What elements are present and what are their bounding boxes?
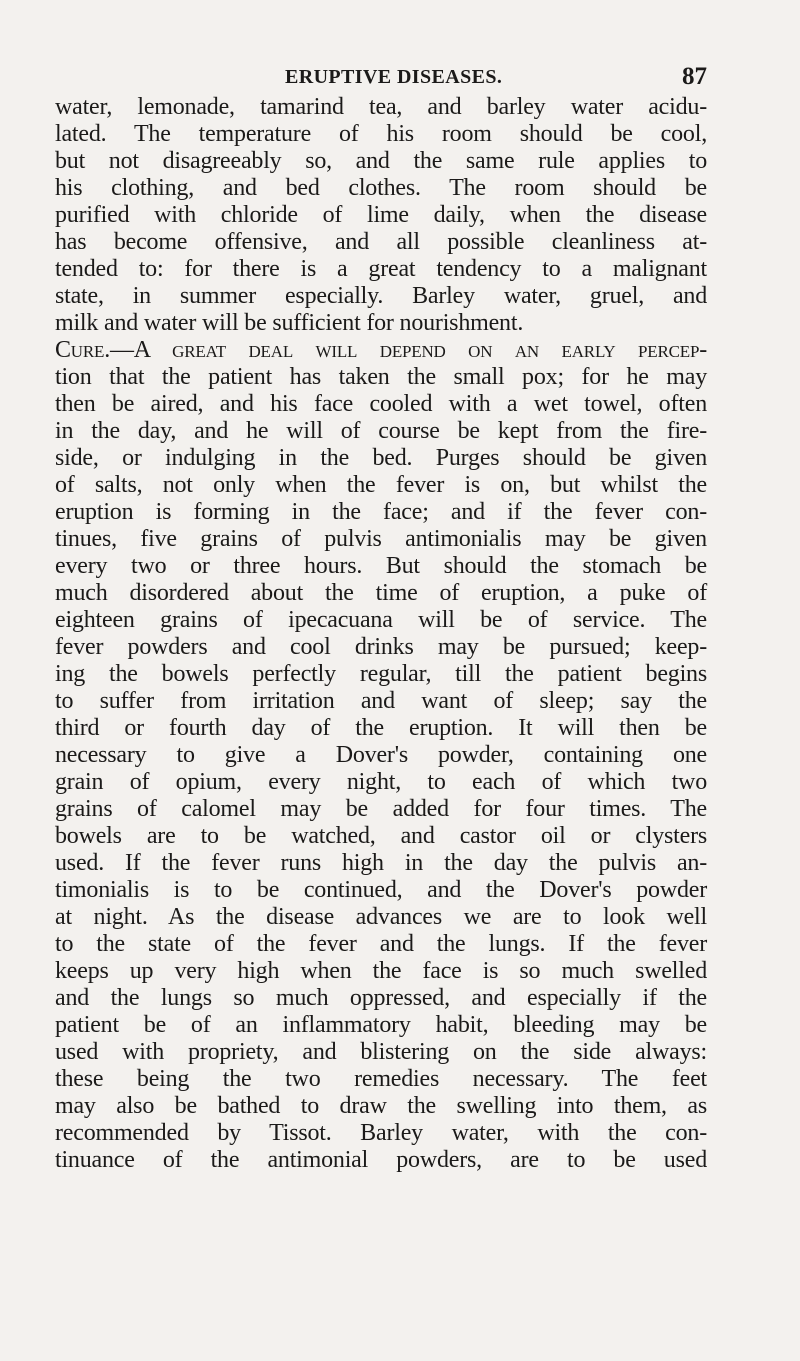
text-line: at night. As the disease advances we are to look well <box>55 904 707 930</box>
text-line: of salts, not only when the fever is on, but whilst the <box>55 472 707 498</box>
text-line: tion that the patient has taken the small pox; for he may <box>55 364 707 390</box>
text-line: his clothing, and bed clothes. The room should be <box>55 175 707 201</box>
text-line: purified with chloride of lime daily, when the disease <box>55 202 707 228</box>
text-line: every two or three hours. But should the stomach be <box>55 553 707 579</box>
text-line: Cure.—A great deal will depend on an early percep- <box>55 337 707 363</box>
text-line: but not disagreeably so, and the same rule applies to <box>55 148 707 174</box>
text-line: to suffer from irritation and want of sleep; say the <box>55 688 707 714</box>
text-line: eighteen grains of ipecacuana will be of service. The <box>55 607 707 633</box>
page-number: 87 <box>682 63 707 90</box>
text-line: has become offensive, and all possible cleanliness at- <box>55 229 707 255</box>
text-line: bowels are to be watched, and castor oil or clysters <box>55 823 707 849</box>
text-line: and the lungs so much oppressed, and especially if the <box>55 985 707 1011</box>
text-line: grains of calomel may be added for four times. The <box>55 796 707 822</box>
running-head: ERUPTIVE DISEASES. <box>285 66 503 88</box>
text-line: eruption is forming in the face; and if the fever con- <box>55 499 707 525</box>
text-line: much disordered about the time of eruption, a puke of <box>55 580 707 606</box>
text-line: used with propriety, and blistering on the side always: <box>55 1039 707 1065</box>
text-line: in the day, and he will of course be kept from the fire- <box>55 418 707 444</box>
text-line: these being the two remedies necessary. The feet <box>55 1066 707 1092</box>
body-text <box>55 94 707 1174</box>
text-line: water, lemonade, tamarind tea, and barley water acidu- <box>55 94 707 120</box>
text-line: tinues, five grains of pulvis antimonialis may be given <box>55 526 707 552</box>
text-line: patient be of an inflammatory habit, bleeding may be <box>55 1012 707 1038</box>
text-line: side, or indulging in the bed. Purges should be given <box>55 445 707 471</box>
text-line: fever powders and cool drinks may be pursued; keep- <box>55 634 707 660</box>
text-line: then be aired, and his face cooled with a wet towel, often <box>55 391 707 417</box>
text-line: milk and water will be sufficient for nourishment. <box>55 310 524 336</box>
text-line: to the state of the fever and the lungs. If the fever <box>55 931 707 957</box>
text-line: grain of opium, every night, to each of which two <box>55 769 707 795</box>
text-line: recommended by Tissot. Barley water, with the con- <box>55 1120 707 1146</box>
text-line: tinuance of the antimonial powders, are to be used <box>55 1147 707 1173</box>
text-line: may also be bathed to draw the swelling into them, as <box>55 1093 707 1119</box>
text-line: used. If the fever runs high in the day the pulvis an- <box>55 850 707 876</box>
text-line: lated. The temperature of his room should be cool, <box>55 121 707 147</box>
text-line: ing the bowels perfectly regular, till the patient begins <box>55 661 707 687</box>
text-line: state, in summer especially. Barley water, gruel, and <box>55 283 707 309</box>
text-line: timonialis is to be continued, and the Dover's powder <box>55 877 707 903</box>
text-line: tended to: for there is a great tendency to a malignant <box>55 256 707 282</box>
page-header <box>55 62 707 92</box>
text-line: third or fourth day of the eruption. It will then be <box>55 715 707 741</box>
text-line: necessary to give a Dover's powder, containing one <box>55 742 707 768</box>
text-line: keeps up very high when the face is so much swelled <box>55 958 707 984</box>
